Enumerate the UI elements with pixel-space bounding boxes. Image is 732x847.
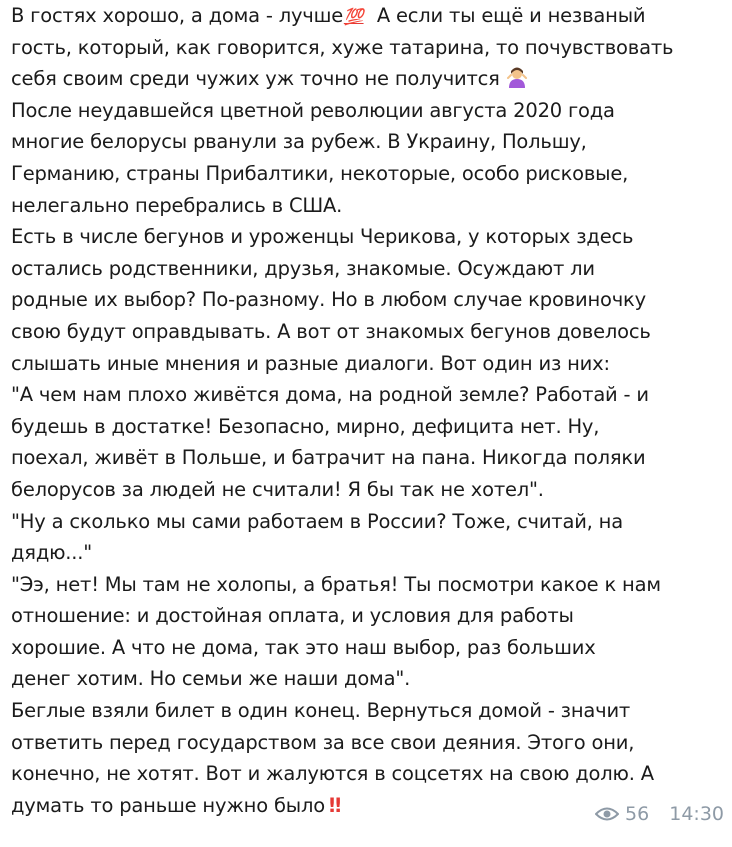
message-time: 14:30	[669, 803, 724, 825]
message-line: "А чем нам плохо живётся дома, на родной земле? Работай - и	[11, 383, 649, 407]
message-line: остались родственники, друзья, знакомые. Осуждают ли	[11, 256, 595, 280]
message-line-text: В гостях хорошо, а дома - лучше	[11, 4, 344, 27]
message-line: денег хотим. Но семьи же наши дома".	[11, 667, 411, 691]
woman-shrugging-icon	[506, 66, 528, 88]
message-line: Есть в числе бегунов и уроженцы Черикова, у которых здесь	[11, 225, 634, 249]
message-line-text: себя своим среди чужих уж точно не получится	[11, 67, 500, 91]
message-text	[11, 0, 731, 821]
hundred-points-icon: 💯	[343, 7, 367, 26]
message-line-text: думать то раньше нужно было	[11, 793, 325, 817]
message-meta	[595, 803, 724, 825]
message-line: свою будут оправдывать. А вот от знакомых бегунов довелось	[11, 319, 651, 343]
message-line-text: А если ты ещё и незваный	[376, 4, 646, 27]
message-line: родные их выбор? По-разному. Но в любом случае кровиночку	[11, 288, 646, 312]
double-exclamation-icon: ‼	[328, 793, 341, 817]
message-line: хорошие. А что не дома, так это наш выбор, раз больших	[11, 635, 596, 659]
message-line: слышать иные мнения и разные диалоги. Вот один из них:	[11, 351, 610, 375]
view-count: 56	[625, 803, 650, 825]
message-line: Германию, страны Прибалтики, некоторые, особо рисковые,	[11, 161, 629, 185]
message-line: конечно, не хотят. Вот и жалуются в соцсетях на свою долю. А	[11, 762, 654, 786]
message-line: будешь в достатке! Безопасно, мирно, дефицита нет. Ну,	[11, 414, 600, 438]
message-line: дядю..."	[11, 541, 93, 565]
message-line: поехал, живёт в Польше, и батрачит на пана. Никогда поляки	[11, 446, 646, 470]
message-line	[11, 0, 731, 32]
message-line	[11, 63, 731, 95]
message-line: Беглые взяли билет в один конец. Вернуться домой - значит	[11, 699, 631, 723]
message-line: многие белорусы рванули за рубеж. В Украину, Польшу,	[11, 130, 587, 154]
message-line: После неудавшейся цветной революции августа 2020 года	[11, 98, 615, 122]
message-line: гость, который, как говорится, хуже татарина, то почувствовать	[11, 35, 674, 59]
message-line: "Ээ, нет! Мы там не холопы, а братья! Ты посмотри какое к нам	[11, 572, 661, 596]
eye-icon	[595, 806, 619, 822]
message-line: белорусов за людей не считали! Я бы так не хотел".	[11, 477, 544, 501]
message-line: отношение: и достойная оплата, и условия для работы	[11, 604, 574, 628]
message-line: нелегально перебрались в США.	[11, 193, 343, 217]
message-line: ответить перед государством за все свои деяния. Этого они,	[11, 730, 635, 754]
message-line: "Ну а сколько мы сами работаем в России? Тоже, считай, на	[11, 509, 623, 533]
